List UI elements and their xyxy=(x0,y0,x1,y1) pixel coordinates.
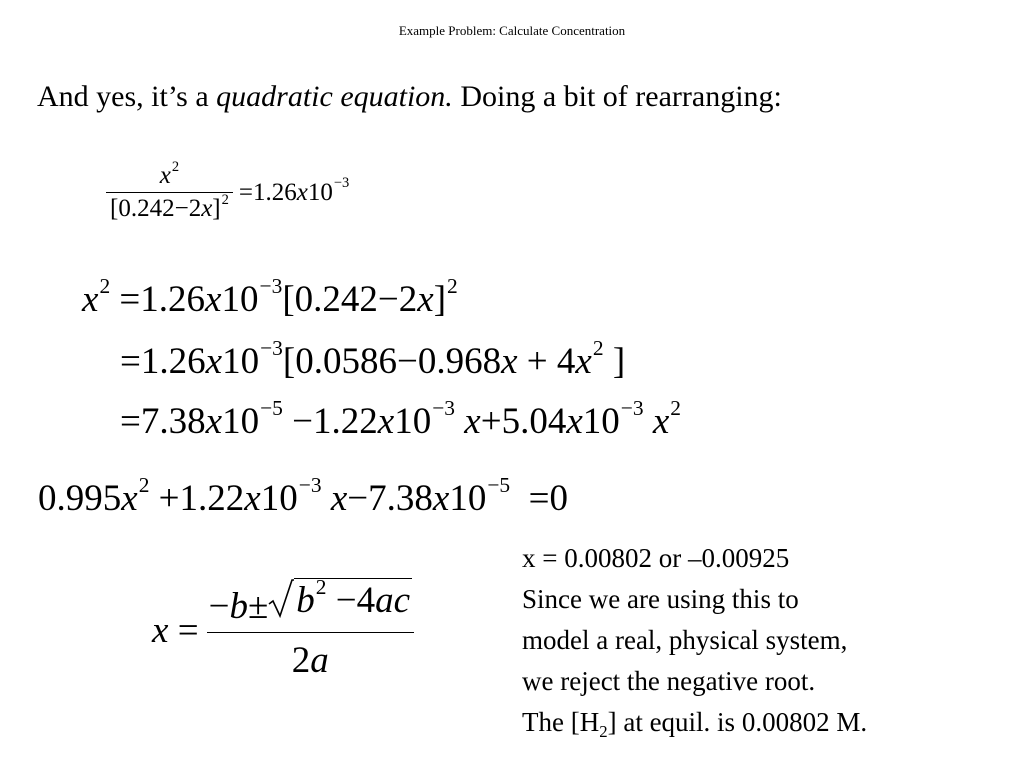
formula-fraction xyxy=(207,574,414,682)
radicand xyxy=(294,574,412,622)
times-x: x xyxy=(566,401,583,442)
formula-lhs xyxy=(152,610,199,651)
base: 10 xyxy=(394,401,432,442)
exponent: 2 xyxy=(592,335,604,360)
base: 10 xyxy=(582,401,620,442)
exponent: −3 xyxy=(298,472,322,497)
term: [0.0586 xyxy=(282,341,397,382)
equals-sign: = xyxy=(120,401,141,442)
exponent: −3 xyxy=(620,395,644,420)
fraction-denominator xyxy=(106,192,233,223)
variable: x xyxy=(152,609,169,651)
exponent: 2 xyxy=(670,395,682,420)
coefficient: 2 xyxy=(291,640,311,681)
bracket: ] xyxy=(433,279,447,320)
exponent: 2 xyxy=(447,273,458,298)
bracket: ] xyxy=(212,195,221,222)
times-x: x xyxy=(432,478,450,519)
variable: x xyxy=(417,279,434,320)
fraction-numerator xyxy=(106,158,233,192)
variable: b xyxy=(229,586,248,627)
coefficient: 7.38 xyxy=(368,478,433,519)
solution-notes xyxy=(522,538,867,746)
coefficient: 5.04 xyxy=(501,401,567,442)
coefficient: 1.26 xyxy=(140,341,206,382)
base: 10 xyxy=(222,341,260,382)
variable: x xyxy=(652,401,670,442)
equals-sign: = xyxy=(177,609,199,651)
equals-sign: = xyxy=(120,341,141,382)
operator: − xyxy=(292,401,314,442)
times-x: x xyxy=(244,478,261,519)
variable: x xyxy=(501,341,518,382)
coefficient: 1.26 xyxy=(140,279,206,320)
notes-line-result xyxy=(522,702,867,746)
text: The [H xyxy=(522,707,600,737)
variable: b xyxy=(296,580,315,621)
term: [0.242 xyxy=(110,195,175,222)
exponent: −3 xyxy=(333,175,350,192)
formula-denominator xyxy=(207,632,414,682)
fraction xyxy=(106,158,233,223)
coefficient: 4 xyxy=(556,341,576,382)
square-root xyxy=(268,574,412,622)
coefficient: 2 xyxy=(188,195,202,222)
operator: − xyxy=(335,580,357,621)
equilibrium-fraction-equation xyxy=(106,158,350,223)
intro-text-end: Doing a bit of rearranging: xyxy=(452,80,782,113)
coefficient: 0.995 xyxy=(38,478,122,519)
constant: 0 xyxy=(549,478,569,519)
operator: + xyxy=(526,341,548,382)
variable: x xyxy=(121,478,138,519)
coefficient: 1.22 xyxy=(179,478,245,519)
operator: − xyxy=(377,279,399,320)
coefficient: 7.38 xyxy=(140,401,206,442)
intro-text-italic: quadratic equation. xyxy=(216,80,453,113)
coefficient: 1.26 xyxy=(252,178,297,206)
exponent: 2 xyxy=(138,472,150,497)
exponent: −5 xyxy=(487,472,511,497)
exponent: −3 xyxy=(260,335,283,360)
coefficient: 1.22 xyxy=(313,401,378,442)
formula-numerator xyxy=(207,574,414,632)
rearranged-equation-line-2 xyxy=(120,335,626,383)
times-x: x xyxy=(205,279,222,320)
exponent: −3 xyxy=(259,273,283,298)
equals-sign: = xyxy=(238,178,253,206)
term: [0.242 xyxy=(282,279,378,320)
variable: x xyxy=(201,195,213,222)
equation-rhs xyxy=(238,175,350,206)
variable: ac xyxy=(375,580,411,621)
exponent: 2 xyxy=(171,158,180,175)
equals-sign: = xyxy=(528,478,550,519)
exponent: −3 xyxy=(432,395,456,420)
notes-line-2: Since we are using this to xyxy=(522,584,799,614)
notes-line-3: model a real, physical system, xyxy=(522,625,848,655)
exponent: 2 xyxy=(221,191,229,208)
base: 10 xyxy=(449,478,487,519)
quadratic-equation-standard-form xyxy=(38,472,569,520)
rearranged-equation-line-3 xyxy=(120,395,682,443)
coefficient: 4 xyxy=(356,580,376,621)
text: ] at equil. is 0.00802 M. xyxy=(607,707,868,737)
base: 10 xyxy=(221,279,259,320)
rearranged-equation-line-1 xyxy=(82,273,458,321)
coefficient: 2 xyxy=(398,279,418,320)
operator: − xyxy=(208,586,230,627)
notes-line-4: we reject the negative root. xyxy=(522,666,816,696)
variable: x xyxy=(330,478,348,519)
base: 10 xyxy=(307,178,333,206)
base: 10 xyxy=(260,478,298,519)
intro-text-start: And yes, it’s a xyxy=(37,80,217,113)
notes-line-roots: x = 0.00802 or –0.00925 xyxy=(522,543,790,573)
plus-minus-sign: ± xyxy=(247,586,269,627)
variable: x xyxy=(159,162,171,189)
variable: x xyxy=(82,279,99,320)
base: 10 xyxy=(222,401,260,442)
times-x: x xyxy=(205,341,223,382)
variable: x xyxy=(575,341,592,382)
times-x: x xyxy=(377,401,395,442)
operator: − xyxy=(396,341,418,382)
variable: x xyxy=(464,401,481,442)
operator: − xyxy=(174,195,189,222)
quadratic-formula xyxy=(152,574,414,682)
equals-sign: = xyxy=(119,279,141,320)
operator: + xyxy=(480,401,502,442)
intro-text xyxy=(37,80,782,114)
times-x: x xyxy=(205,401,223,442)
coefficient: 0.968 xyxy=(417,341,502,382)
variable: a xyxy=(310,640,329,681)
operator: + xyxy=(158,478,180,519)
subscript: 2 xyxy=(599,721,608,741)
bracket: ] xyxy=(612,341,626,382)
slide-title: Example Problem: Calculate Concentration xyxy=(398,23,626,38)
operator: − xyxy=(347,478,369,519)
exponent: −5 xyxy=(260,395,283,420)
radical-sign-icon xyxy=(268,578,294,618)
exponent: 2 xyxy=(99,273,111,298)
times-x: x xyxy=(296,178,308,206)
exponent: 2 xyxy=(315,574,327,599)
